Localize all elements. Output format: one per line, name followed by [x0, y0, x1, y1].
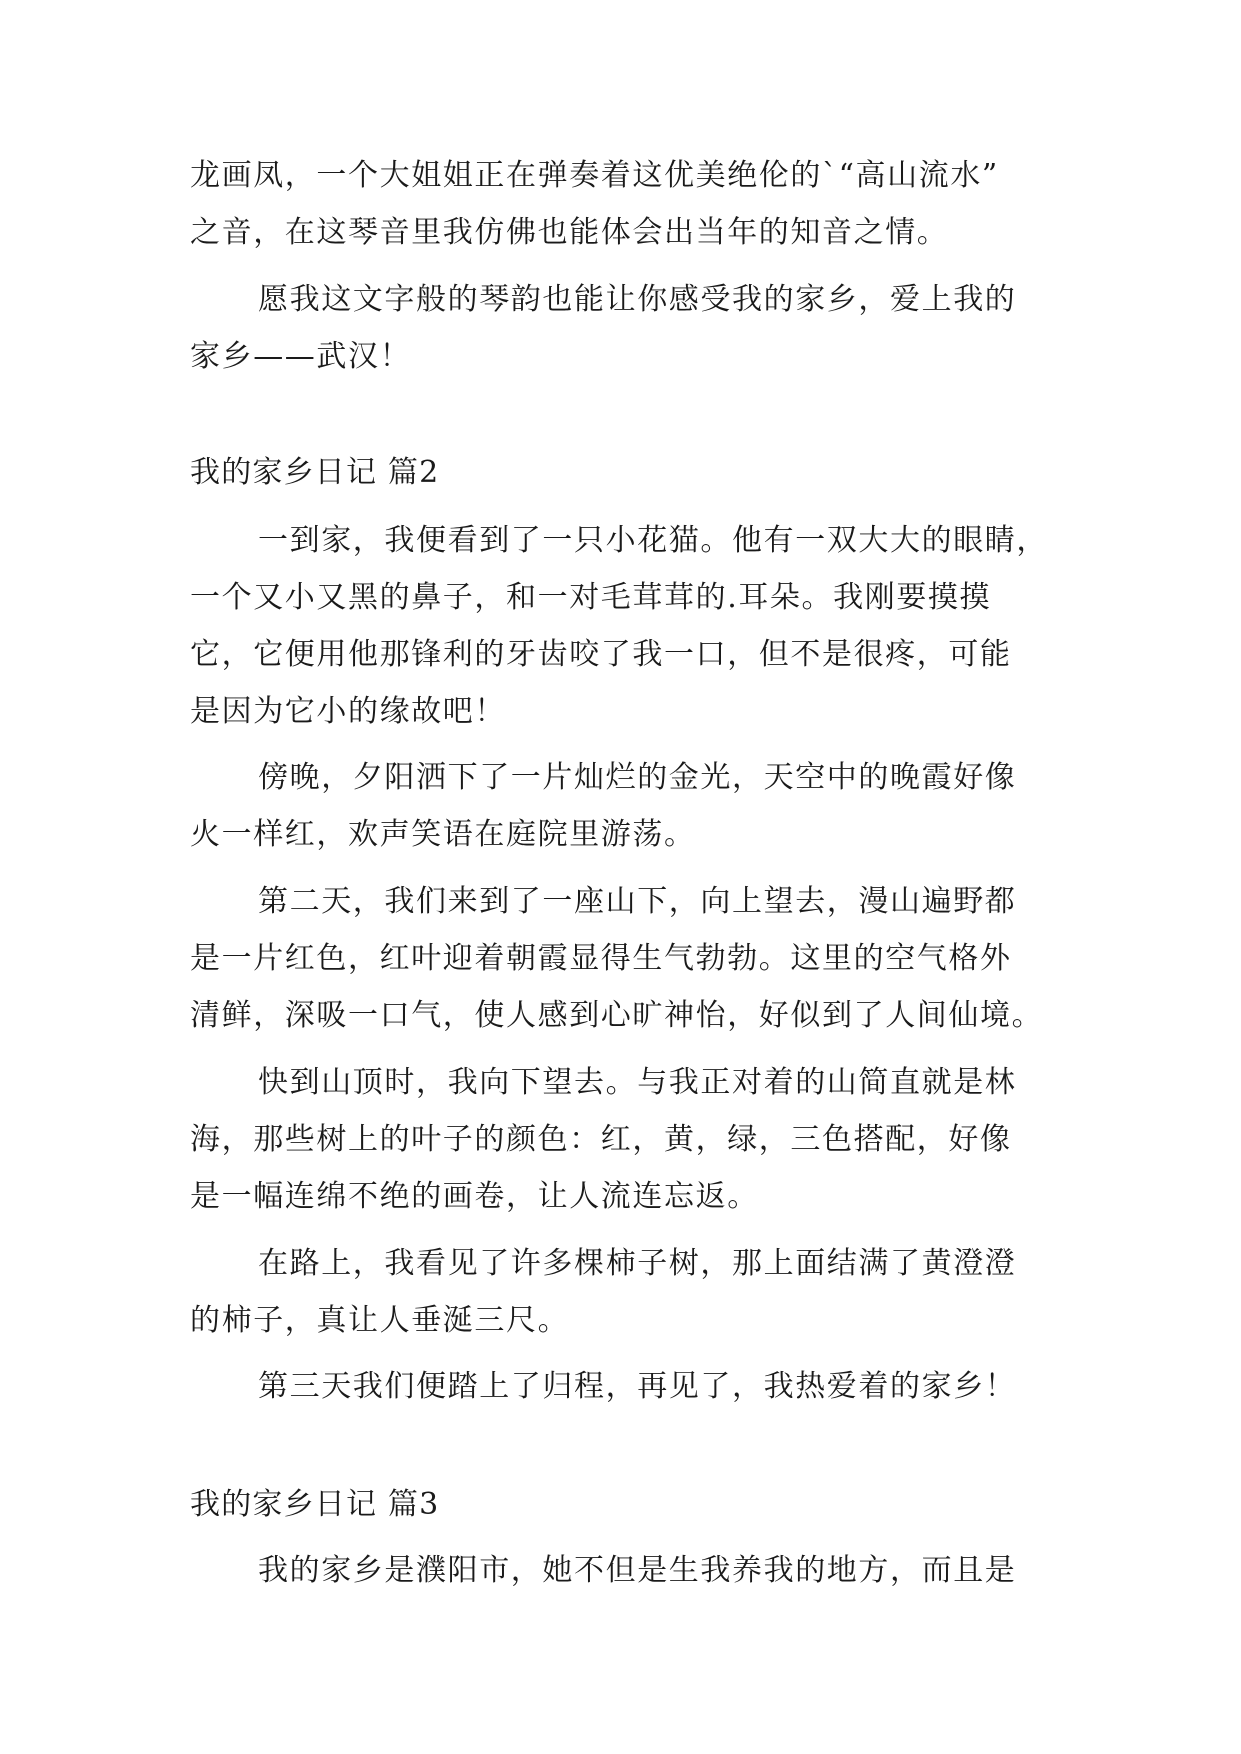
paragraph-line: 龙画凤，一个大姐姐正在弹奏着这优美绝伦的`“高山流水” [190, 158, 999, 193]
paragraph-line: 海，那些树上的叶子的颜色：红，黄，绿，三色搭配，好像 [190, 1122, 1012, 1157]
paragraph-line: 火一样红，欢声笑语在庭院里游荡。 [190, 817, 696, 852]
paragraph-line: 是因为它小的缘故吧！ [190, 694, 506, 729]
paragraph-line: 第三天我们便踏上了归程，再见了，我热爱着的家乡！ [258, 1369, 1017, 1404]
paragraph-line: 愿我这文字般的琴韵也能让你感受我的家乡，爱上我的 [258, 282, 1017, 317]
paragraph-line: 清鲜，深吸一口气，使人感到心旷神怡，好似到了人间仙境。 [190, 998, 1044, 1033]
section-heading: 我的家乡日记 篇3 [190, 1487, 440, 1522]
section-heading: 我的家乡日记 篇2 [190, 455, 440, 490]
paragraph-line: 一到家，我便看到了一只小花猫。他有一双大大的眼睛， [258, 523, 1048, 558]
paragraph-line: 一个又小又黑的鼻子，和一对毛茸茸的.耳朵。我刚要摸摸 [190, 580, 992, 615]
paragraph-line: 第二天，我们来到了一座山下，向上望去，漫山遍野都 [258, 884, 1017, 919]
paragraph-line: 之音，在这琴音里我仿佛也能体会出当年的知音之情。 [190, 215, 949, 250]
paragraph-line: 在路上，我看见了许多棵柿子树，那上面结满了黄澄澄 [258, 1246, 1017, 1281]
paragraph-line: 它，它便用他那锋利的牙齿咬了我一口，但不是很疼，可能 [190, 637, 1012, 672]
paragraph-line: 是一片红色，红叶迎着朝霞显得生气勃勃。这里的空气格外 [190, 941, 1012, 976]
paragraph-line: 家乡——武汉！ [190, 339, 412, 374]
paragraph-line: 是一幅连绵不绝的画卷，让人流连忘返。 [190, 1179, 759, 1214]
paragraph-line: 的柿子，真让人垂涎三尺。 [190, 1303, 570, 1338]
paragraph-line: 快到山顶时，我向下望去。与我正对着的山简直就是林 [258, 1065, 1017, 1100]
paragraph-line: 傍晚，夕阳洒下了一片灿烂的金光，天空中的晚霞好像 [258, 760, 1017, 795]
paragraph-line: 我的家乡是濮阳市，她不但是生我养我的地方，而且是 [258, 1553, 1017, 1588]
